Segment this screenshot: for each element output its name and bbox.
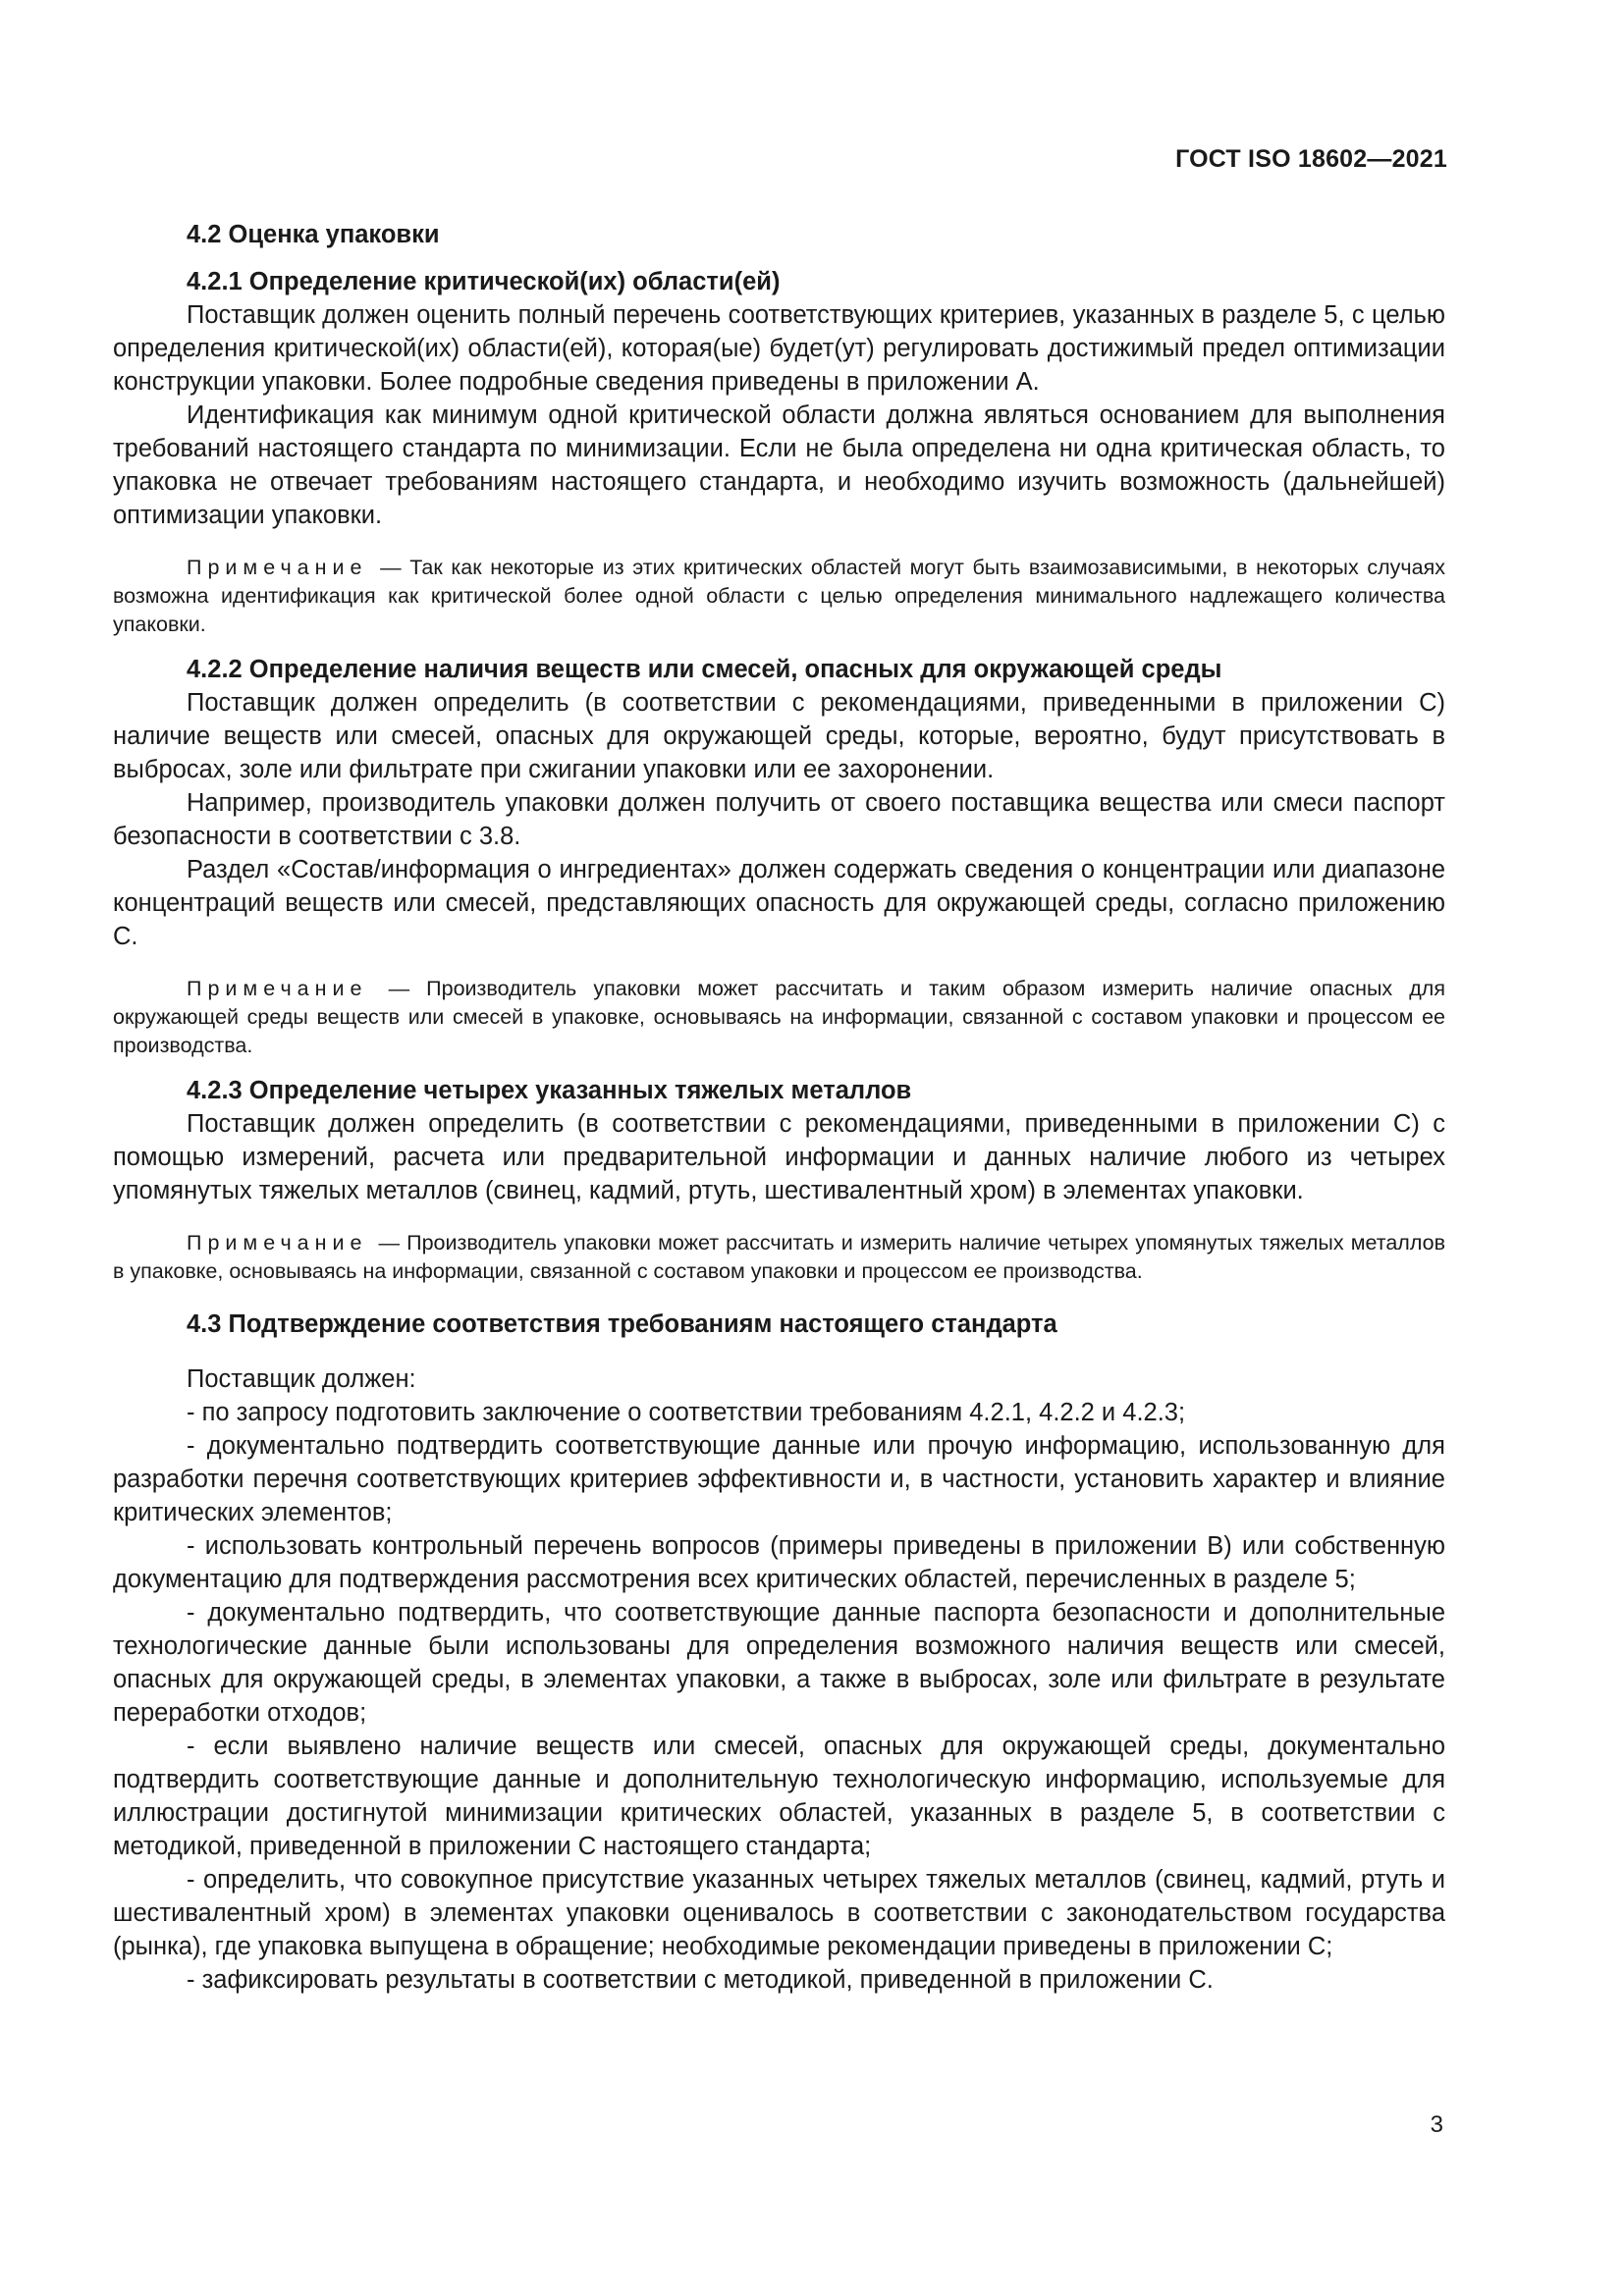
note-label: Примечание [187, 1231, 368, 1255]
page-content [113, 218, 1445, 1997]
note-label: Примечание [187, 977, 368, 1000]
note [113, 1229, 1445, 1286]
list-item: - если выявлено наличие веществ или смесей, опасных для окружающей среды, документально подтвердить соответствующие данные и дополнительную технологическую информацию, используемые для иллюстрации достигнутой минимизации критических областей, указанных в разделе 5, в соответствии с методикой, приведенной в приложении С настоящего стандарта; [113, 1733, 1445, 1860]
section-4-2-1-heading: 4.2.1 Определение критической(их) области(ей) [187, 268, 781, 295]
document-code: ГОСТ ISO 18602—2021 [1175, 145, 1447, 173]
note-text: — Так как некоторые из этих критических областей могут быть взаимозависимыми, в некоторых случаях возможна идентификация как критической более одной области с целью определения минимального надлежащего количества упаковки. [113, 556, 1445, 636]
section-4-2-3-heading: 4.2.3 Определение четырех указанных тяжелых металлов [187, 1077, 912, 1104]
paragraph: Поставщик должен определить (в соответствии с рекомендациями, приведенными в приложении С) с помощью измерений, расчета или предварительной информации и данных наличие любого из четырех упомянутых тяжелых металлов (свинец, кадмий, ртуть, шестивалентный хром) в элементах упаковки. [113, 1110, 1445, 1204]
section-4-2-2-heading: 4.2.2 Определение наличия веществ или смесей, опасных для окружающей среды [187, 656, 1222, 683]
list-item: - определить, что совокупное присутствие указанных четырех тяжелых металлов (свинец, кадмий, ртуть и шестивалентный хром) в элементах упаковки оценивалось в соответствии с законодательством государства (рынка), где упаковка выпущена в обращение; необходимые рекомендации приведены в приложении С; [113, 1866, 1445, 1960]
paragraph: Раздел «Состав/информация о ингредиентах» должен содержать сведения о концентрации или диапазоне концентраций веществ или смесей, представляющих опасность для окружающей среды, согласно приложению С. [113, 856, 1445, 950]
list-item: - документально подтвердить, что соответствующие данные паспорта безопасности и дополнительные технологические данные были использованы для определения возможного наличия веществ или смесей, опасных для окружающей среды, в элементах упаковки, а также в выбросах, золе или фильтрате в результате переработки отходов; [113, 1599, 1445, 1727]
list-item: - документально подтвердить соответствующие данные или прочую информацию, использованную для разработки перечня соответствующих критериев эффективности и, в частности, установить характер и влияние критических элементов; [113, 1432, 1445, 1526]
paragraph: Поставщик должен оценить полный перечень соответствующих критериев, указанных в разделе 5, с целью определения критической(их) области(ей), которая(ые) будет(ут) регулировать достижимый предел оптимизации конструкции упаковки. Более подробные сведения приведены в приложении А. [113, 301, 1445, 396]
section-4-2-heading: 4.2 Оценка упаковки [187, 221, 440, 248]
list-item: - по запросу подготовить заключение о соответствии требованиям 4.2.1, 4.2.2 и 4.2.3; [187, 1399, 1186, 1426]
paragraph: Например, производитель упаковки должен получить от своего поставщика вещества или смеси паспорт безопасности в соответствии с 3.8. [113, 789, 1445, 850]
list-item: - зафиксировать результаты в соответствии с методикой, приведенной в приложении С. [187, 1966, 1214, 1994]
paragraph: Поставщик должен: [187, 1365, 416, 1393]
page-number: 3 [1430, 2111, 1443, 2138]
note [113, 975, 1445, 1060]
section-4-3-heading: 4.3 Подтверждение соответствия требованиям настоящего стандарта [187, 1310, 1057, 1338]
paragraph: Идентификация как минимум одной критической области должна являться основанием для выполнения требований настоящего стандарта по минимизации. Если не была определена ни одна критическая область, то упаковка не отвечает требованиям настоящего стандарта, и необходимо изучить возможность (дальнейшей) оптимизации упаковки. [113, 401, 1445, 529]
note [113, 554, 1445, 639]
list-item: - использовать контрольный перечень вопросов (примеры приведены в приложении В) или собственную документацию для подтверждения рассмотрения всех критических областей, перечисленных в разделе 5; [113, 1532, 1445, 1593]
note-text: — Производитель упаковки может рассчитать и таким образом измерить наличие опасных для окружающей среды веществ или смесей в упаковке, основываясь на информации, связанной с составом упаковки и процессом ее производства. [113, 977, 1445, 1057]
note-label: Примечание [187, 556, 368, 579]
paragraph: Поставщик должен определить (в соответствии с рекомендациями, приведенными в приложении С) наличие веществ или смесей, опасных для окружающей среды, которые, вероятно, будут присутствовать в выбросах, золе или фильтрате при сжигании упаковки или ее захоронении. [113, 689, 1445, 783]
note-text: — Производитель упаковки может рассчитать и измерить наличие четырех упомянутых тяжелых металлов в упаковке, основываясь на информации, связанной с составом упаковки и процессом ее производства. [113, 1231, 1445, 1283]
